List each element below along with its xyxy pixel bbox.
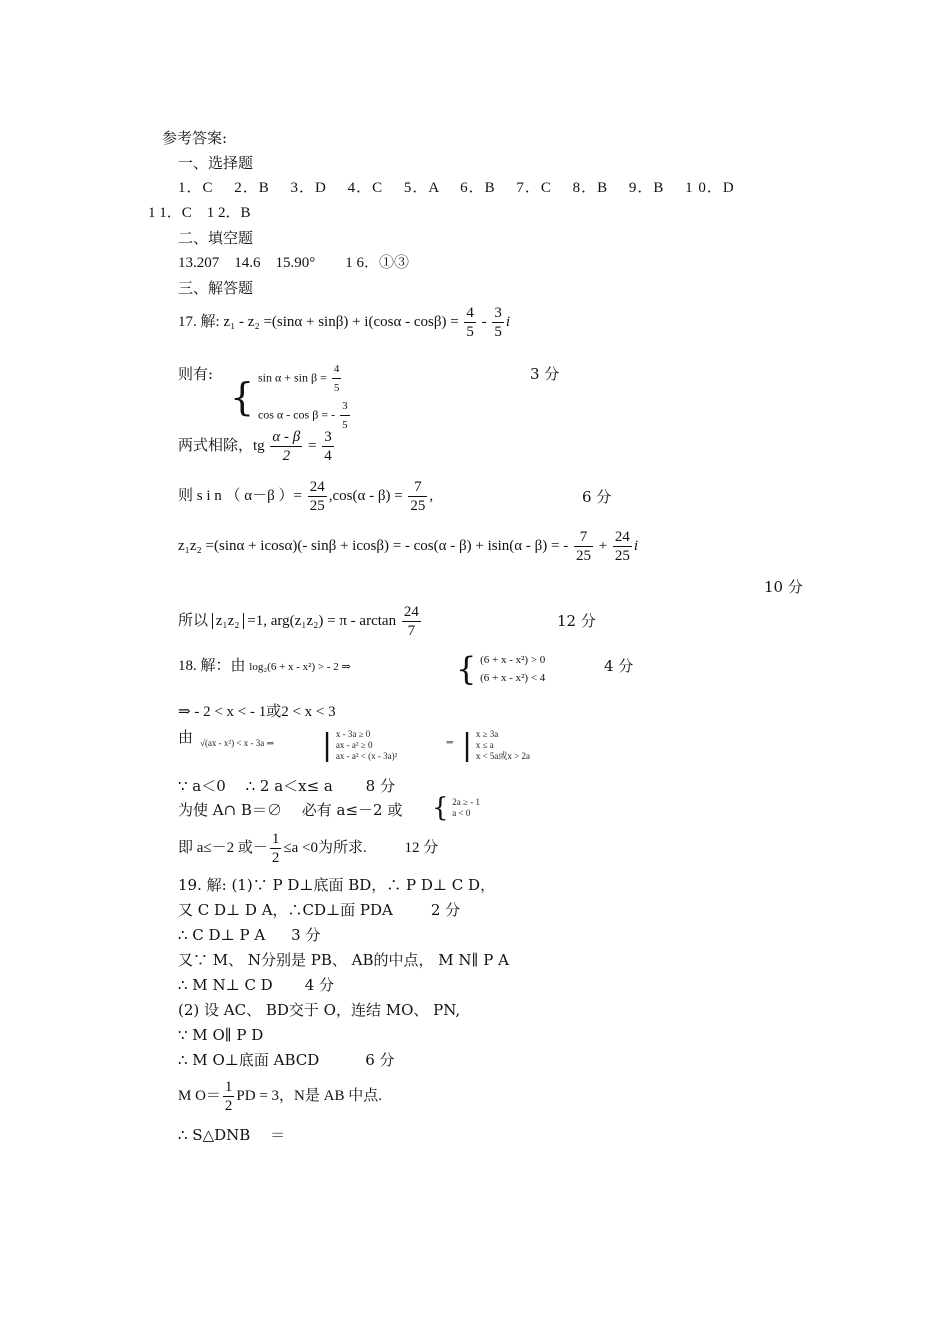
- fraction: [408, 478, 427, 515]
- system-row-2: x ≤ a: [475, 740, 494, 750]
- numerator: 4: [332, 360, 342, 379]
- denominator: 7: [407, 623, 416, 639]
- q17-product: [178, 528, 638, 565]
- numerator: α - β: [272, 429, 301, 445]
- numerator: 7: [574, 528, 593, 547]
- operator: -: [481, 313, 487, 330]
- product-text: z₁z₂ =(sinα + icosα)(- sinβ + icosβ) = - cos(α - β) + isin(α - β) = -: [178, 537, 569, 554]
- system-row-2: a < 0: [452, 808, 471, 818]
- fill-answers: 13.207 14.6 15.90° 1 6．①③: [178, 255, 409, 271]
- divide-text: 两式相除，tg: [178, 437, 265, 454]
- numerator: 3: [340, 397, 350, 416]
- sin-text: 则 s i n （ α－β ）=: [178, 487, 302, 504]
- q19-line-10: ∴ S△DNB ＝: [178, 1126, 286, 1144]
- denominator: 5: [466, 324, 474, 340]
- denominator: 5: [333, 382, 340, 394]
- q19-line-5-text: ∴ M N⊥ C D: [178, 976, 273, 994]
- denominator: 25: [410, 498, 426, 514]
- q18-because: [178, 776, 395, 796]
- numerator: 24: [403, 604, 419, 620]
- score-6: 6 分: [582, 488, 612, 506]
- score-10: 10 分: [764, 578, 803, 596]
- q19-line-4: 又∵ M、 N分别是 PB、 AB的中点， M N∥ P A: [178, 951, 509, 969]
- system-rows: [452, 797, 480, 819]
- q18-tiny-system-1: [322, 729, 397, 762]
- modulus: z₁z₂: [212, 613, 244, 629]
- pd-text: PD = 3，N是 AB 中点.: [236, 1087, 382, 1104]
- log-text: log₂(6 + x - x²) > - 2 ⇒: [249, 661, 351, 673]
- numerator: 3: [324, 429, 332, 445]
- score-6: 6 分: [365, 1051, 395, 1069]
- q19-line-6: (2) 设 AC、 BD交于 O，连结 MO、 PN,: [178, 1001, 461, 1019]
- brace-icon: {: [432, 793, 449, 823]
- numerator: 1: [224, 1079, 233, 1095]
- denominator: 4: [324, 448, 332, 464]
- system-row-2: ax - a² ≥ 0: [335, 740, 373, 750]
- numerator: 24: [309, 479, 325, 495]
- q18-system: [456, 651, 545, 687]
- system-row-3: x < 5a或x > 2a: [475, 751, 531, 761]
- q17-modulus: [178, 603, 423, 640]
- brace-icon: {: [230, 375, 255, 419]
- numerator: 7: [408, 478, 427, 497]
- fraction: [270, 428, 302, 465]
- q17-divide: [178, 428, 336, 465]
- score-12: 12 分: [404, 839, 439, 856]
- fraction: [308, 478, 327, 515]
- q19-line-1: 19. 解: (1)∵ P D⊥底面 BD，∴ P D⊥ C D，: [178, 876, 496, 894]
- score-2: 2 分: [430, 901, 461, 919]
- denominator: 2: [224, 1098, 233, 1114]
- fraction: [322, 428, 334, 465]
- comma: ,: [429, 487, 434, 504]
- q17-eq1: [178, 304, 510, 341]
- system-rows: [336, 729, 397, 762]
- choice-answers-2: 1 1．C 1 2．B: [148, 205, 251, 221]
- q17-sin-cos: [178, 478, 433, 515]
- numerator: 4: [466, 305, 474, 321]
- q19-line-8-text: ∴ M O⊥底面 ABCD: [178, 1051, 320, 1069]
- system-row-1: (6 + x - x²) > 0: [480, 654, 546, 666]
- q17-system: [230, 360, 352, 434]
- doc-title: 参考答案:: [162, 129, 228, 147]
- system-rows: [480, 651, 545, 687]
- q18-tiny-arrow: ⇒: [446, 738, 454, 748]
- imag-unit: i: [505, 313, 511, 330]
- q19-line-2-text: 又 C D⊥ D A，∴CD⊥面 PDA: [178, 901, 393, 919]
- section-solve: 三、解答题: [178, 279, 254, 297]
- choice-answers-1: 1．C 2．B 3．D 4．C 5．A 6．B 7．C 8．B 9．B 1 0．D: [178, 180, 735, 196]
- denominator: 25: [575, 548, 591, 564]
- cos-text: ,cos(α - β) =: [328, 487, 403, 504]
- because-text: ∵ a＜0 ∴ 2 a＜x≤ a: [178, 777, 333, 795]
- section-choice: 一、选择题: [178, 154, 254, 172]
- system-rows: [258, 360, 352, 434]
- q18-tiny-system-2: [462, 729, 530, 762]
- ji-rest: ≤a <0为所求.: [283, 839, 367, 856]
- score-8: 8 分: [365, 777, 395, 795]
- denominator: 2: [282, 448, 291, 464]
- system-row-1: sin α + sin β =: [257, 370, 327, 385]
- fraction: [223, 1078, 235, 1115]
- q18-start: [178, 656, 351, 677]
- denominator: 2: [271, 850, 280, 866]
- q18-implication: ⇒ - 2 < x < - 1或2 < x < 3: [178, 704, 336, 720]
- system-row-1: 2a ≥ - 1: [452, 797, 480, 807]
- score-12: 12 分: [557, 612, 596, 630]
- section-fill: 二、填空题: [178, 229, 254, 247]
- q17-eq1-lhs: z₁ - z₂ =(sinα + sinβ) + i(cosα - cosβ) =: [223, 313, 459, 330]
- q18-tiny-a: √(ax - x²) < x - 3a ⇒: [200, 738, 274, 748]
- system-row-3: ax - a² < (x - 3a)²: [335, 751, 398, 761]
- brace-icon: {: [456, 650, 477, 688]
- system-row-1: x - 3a ≥ 0: [335, 729, 371, 739]
- numerator: 1: [271, 831, 280, 847]
- fraction: [492, 304, 504, 341]
- q18-you: 由: [178, 728, 194, 746]
- denominator: 5: [494, 324, 502, 340]
- system-row-2: cos α - cos β = -: [257, 407, 336, 422]
- operator: +: [598, 537, 608, 554]
- imag-unit: i: [633, 537, 639, 554]
- score-3: 3 分: [530, 365, 560, 383]
- q19-line-9: [178, 1078, 382, 1115]
- denominator: 25: [614, 548, 630, 564]
- q19-line-7: ∵ M O∥ P D: [178, 1026, 264, 1044]
- q19-line-3-text: ∴ C D⊥ P A: [178, 926, 266, 944]
- score-4: 4 分: [304, 976, 335, 994]
- fraction: [464, 304, 476, 341]
- q17-then: 则有:: [178, 365, 214, 383]
- so-text: 所以: [178, 612, 209, 629]
- score-4: 4 分: [604, 657, 634, 675]
- system-rows: [476, 729, 530, 762]
- fraction: [340, 397, 350, 434]
- denominator: 25: [309, 498, 325, 514]
- operator: =: [308, 437, 317, 454]
- fraction: [270, 830, 282, 867]
- denominator: 5: [342, 419, 348, 431]
- q18-make: 为使 A∩ B＝∅ 必有 a≤－2 或: [178, 801, 403, 819]
- q17-label: 17. 解:: [178, 313, 220, 330]
- q18-label: 18. 解：由: [178, 658, 246, 674]
- system-row-1: x ≥ 3a: [475, 729, 499, 739]
- system-row-2: (6 + x - x²) < 4: [480, 672, 546, 684]
- q19-line-5: [178, 975, 334, 995]
- q19-line-3: [178, 925, 320, 945]
- q19-line-2: [178, 900, 460, 920]
- fraction: [332, 360, 342, 397]
- q19-line-8: [178, 1050, 395, 1070]
- brace-icon: |: [462, 727, 473, 763]
- modulus-eq: =1, arg(z₁z₂) = π - arctan: [247, 612, 397, 629]
- brace-icon: |: [322, 727, 333, 763]
- q18-ji: [178, 830, 438, 867]
- fraction: [574, 528, 593, 565]
- numerator: 3: [494, 305, 502, 321]
- q18-make-system: [432, 795, 480, 821]
- score-3: 3 分: [291, 926, 321, 944]
- fraction: [402, 603, 421, 640]
- numerator: 24: [614, 529, 630, 545]
- ji-text: 即 a≤－2 或－: [178, 839, 268, 856]
- mo-text: M O＝: [178, 1087, 221, 1104]
- fraction: [613, 528, 632, 565]
